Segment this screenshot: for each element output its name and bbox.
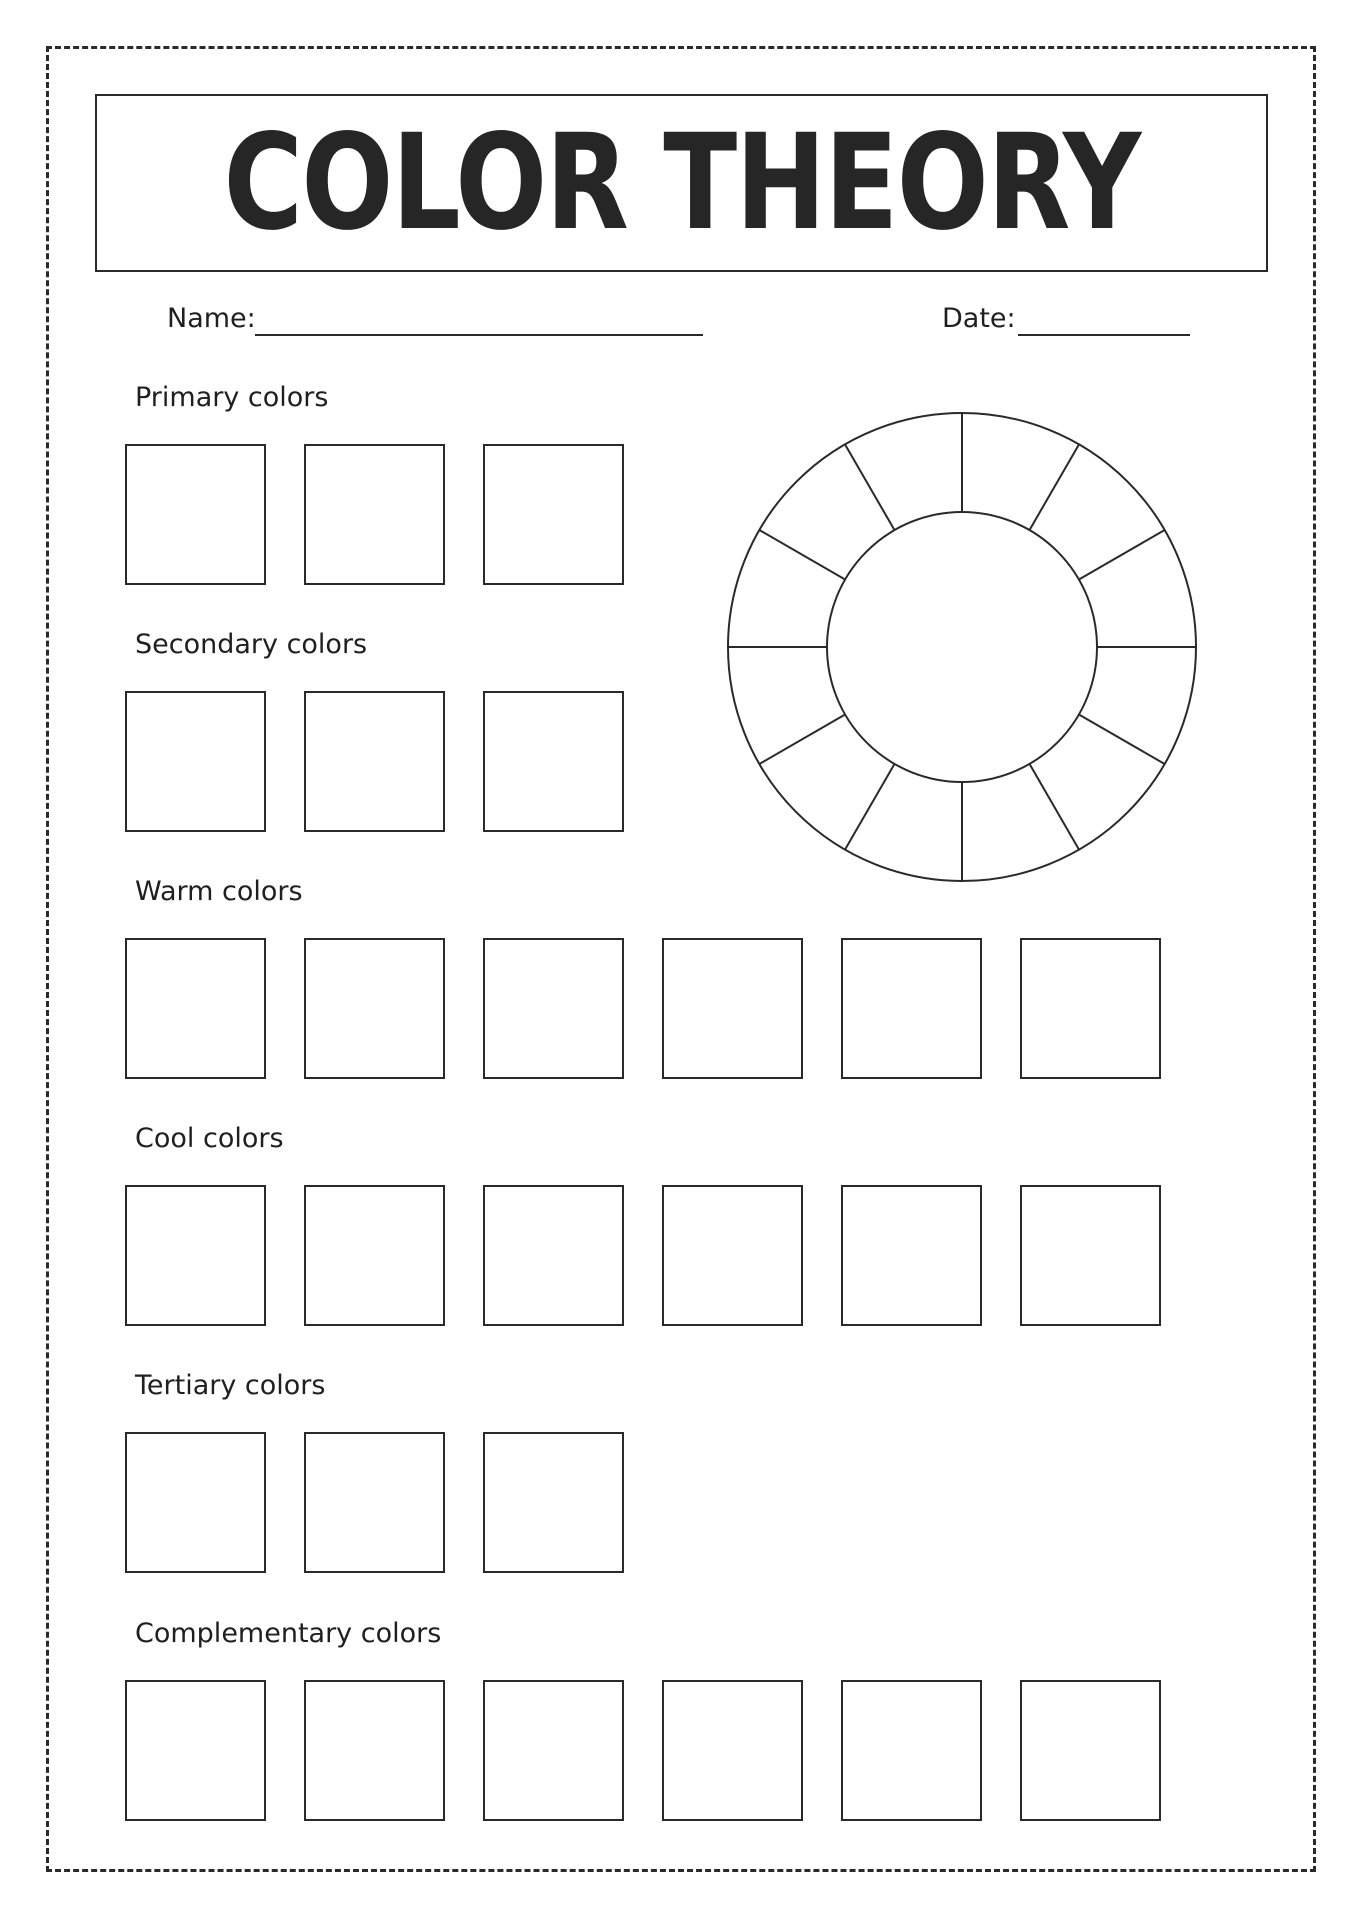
swatch-box[interactable] (483, 1680, 624, 1821)
swatch-box[interactable] (304, 444, 445, 585)
date-field[interactable] (1018, 334, 1190, 336)
swatch-row-warm (125, 938, 1161, 1079)
swatch-box[interactable] (304, 691, 445, 832)
section-label-secondary: Secondary colors (135, 629, 368, 660)
wheel-inner-circle (827, 512, 1097, 782)
swatch-box[interactable] (1020, 1185, 1161, 1326)
swatch-box[interactable] (1020, 938, 1161, 1079)
color-wheel-segments[interactable] (728, 413, 1196, 881)
swatch-row-cool (125, 1185, 1161, 1326)
swatch-box[interactable] (662, 938, 803, 1079)
swatch-box[interactable] (125, 1680, 266, 1821)
swatch-box[interactable] (304, 1185, 445, 1326)
swatch-box[interactable] (304, 1432, 445, 1573)
swatch-box[interactable] (1020, 1680, 1161, 1821)
swatch-box[interactable] (662, 1680, 803, 1821)
name-field[interactable] (255, 334, 703, 336)
swatch-box[interactable] (483, 444, 624, 585)
swatch-box[interactable] (483, 1432, 624, 1573)
swatch-box[interactable] (483, 691, 624, 832)
swatch-box[interactable] (125, 1432, 266, 1573)
swatch-box[interactable] (125, 444, 266, 585)
swatch-box[interactable] (304, 938, 445, 1079)
swatch-box[interactable] (483, 938, 624, 1079)
swatch-box[interactable] (662, 1185, 803, 1326)
swatch-box[interactable] (304, 1680, 445, 1821)
section-label-cool: Cool colors (135, 1123, 284, 1154)
swatch-box[interactable] (841, 1680, 982, 1821)
swatch-row-primary (125, 444, 624, 585)
swatch-box[interactable] (125, 1185, 266, 1326)
swatch-row-complementary (125, 1680, 1161, 1821)
section-label-primary: Primary colors (135, 382, 329, 413)
date-label: Date: (942, 303, 1016, 334)
swatch-row-secondary (125, 691, 624, 832)
section-label-tertiary: Tertiary colors (135, 1370, 326, 1401)
color-wheel (725, 410, 1199, 884)
section-label-warm: Warm colors (135, 876, 303, 907)
swatch-row-tertiary (125, 1432, 624, 1573)
swatch-box[interactable] (125, 938, 266, 1079)
swatch-box[interactable] (841, 1185, 982, 1326)
swatch-box[interactable] (125, 691, 266, 832)
swatch-box[interactable] (841, 938, 982, 1079)
swatch-box[interactable] (483, 1185, 624, 1326)
name-label: Name: (167, 303, 256, 334)
page-title: COLOR THEORY (223, 106, 1140, 260)
title-box (95, 94, 1268, 272)
section-label-complementary: Complementary colors (135, 1618, 442, 1649)
